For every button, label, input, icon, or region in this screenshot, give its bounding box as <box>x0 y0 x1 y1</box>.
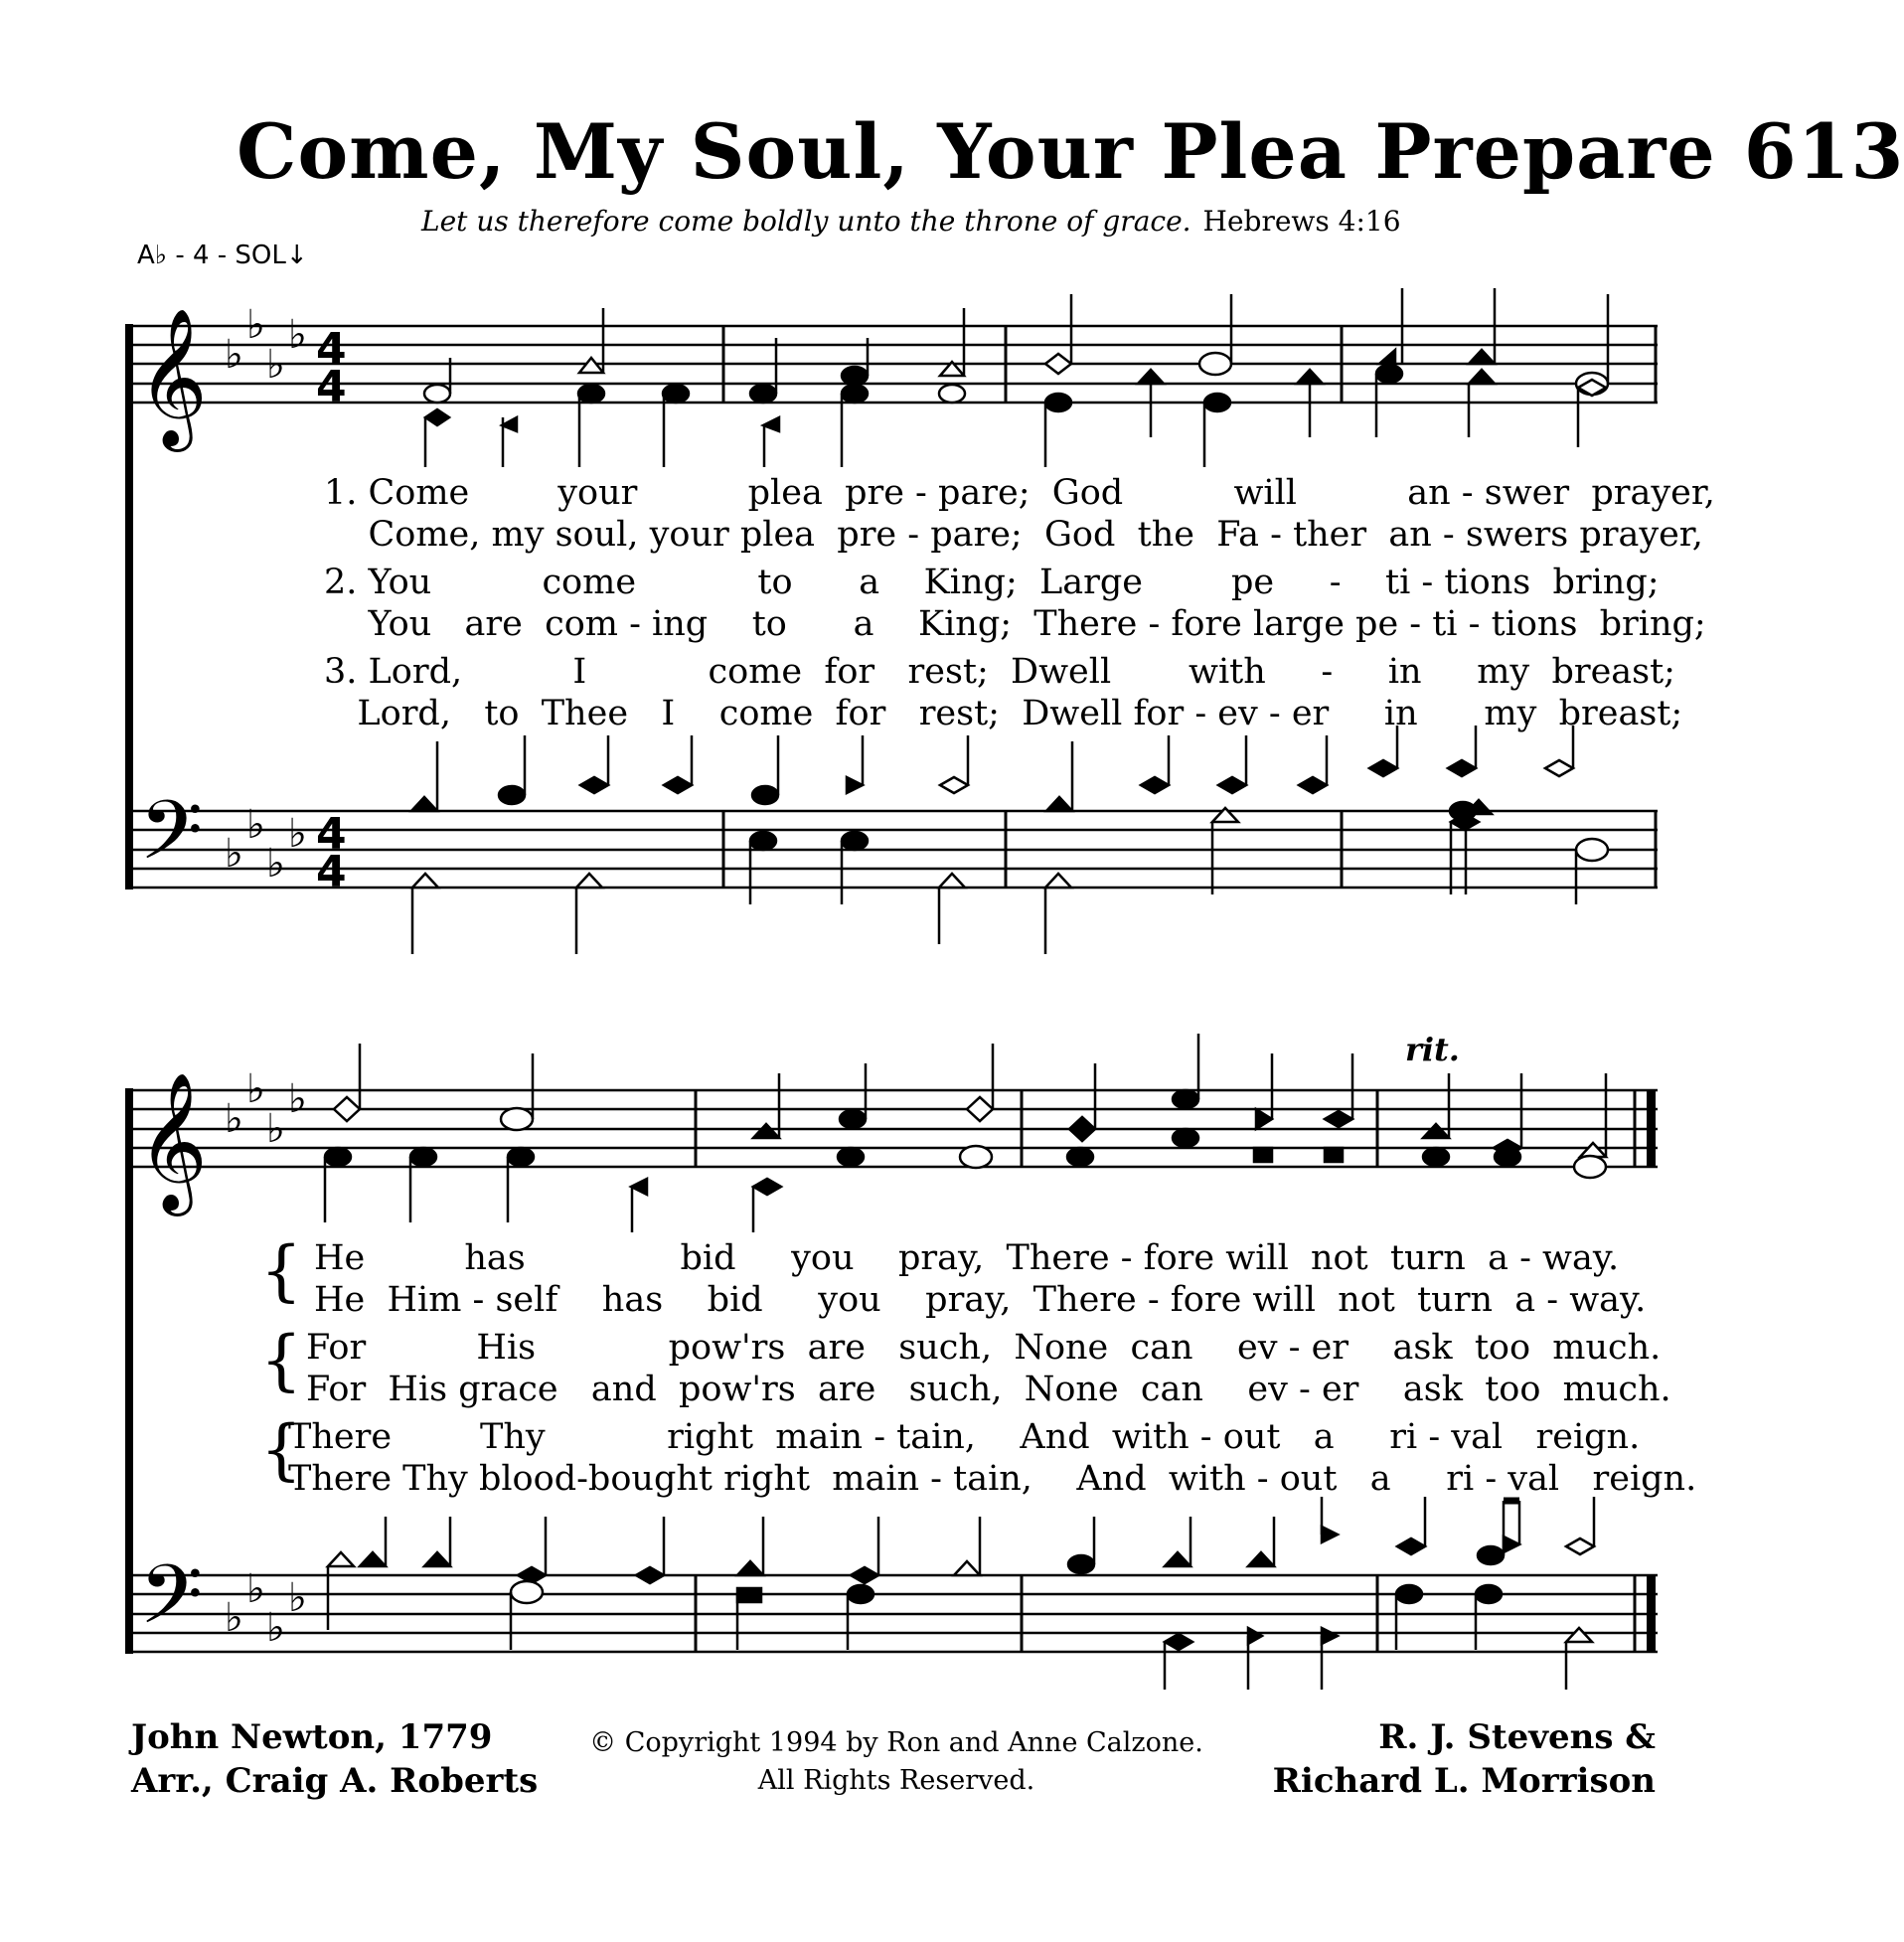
treble-clef-icon: 𝄞 <box>137 308 208 446</box>
note <box>328 1552 354 1630</box>
composer-line-2: Richard L. Morrison <box>1272 1761 1656 1801</box>
note <box>1423 1073 1449 1166</box>
note <box>940 735 968 793</box>
lyric-line-verse2-long: You are com - ing to a King; There - fore large pe - ti - tions bring; <box>324 604 1706 644</box>
note <box>1199 294 1231 467</box>
system-bracket <box>125 1088 133 1654</box>
note <box>1469 288 1495 437</box>
scripture-quote: Let us therefore come boldly unto the throne of grace. <box>421 205 1191 238</box>
lyric-line-verse1: 1. Come your plea pre - pare; God will an - swer prayer, <box>324 473 1715 513</box>
note <box>424 1517 450 1566</box>
note <box>1045 874 1071 954</box>
lyric-line-verse1: He has bid you pray, There - fore will not turn a - way. <box>314 1238 1620 1278</box>
brace-icon: { <box>260 1322 302 1398</box>
note <box>1045 294 1071 467</box>
arranger: Arr., Craig A. Roberts <box>131 1761 539 1801</box>
lyric-line-verse2: For His pow'rs are such, None can ev - er ask too much. <box>306 1328 1662 1368</box>
note <box>847 735 863 793</box>
note <box>631 1179 647 1232</box>
note <box>501 1053 534 1222</box>
svg-text:♭: ♭ <box>246 1066 265 1112</box>
note <box>636 1517 664 1583</box>
words-author: John Newton, 1779 <box>131 1717 493 1757</box>
note <box>1248 1517 1274 1690</box>
treble-clef-icon: 𝄞 <box>137 1072 208 1211</box>
rights-line: All Rights Reserved. <box>757 1765 1035 1796</box>
bass-clef-icon: 𝄢 <box>139 1546 204 1663</box>
note <box>580 735 608 793</box>
note <box>939 308 965 403</box>
brace-icon: { <box>260 1411 302 1488</box>
lyric-line-verse2-long: For His grace and pow'rs are such, None can ev - er ask too much. <box>306 1370 1671 1409</box>
svg-text:♭: ♭ <box>246 302 265 348</box>
svg-text:♭: ♭ <box>246 802 265 848</box>
note <box>838 1063 866 1166</box>
note <box>360 1517 386 1566</box>
lyric-line-verse1-long: Come, my soul, your plea pre - pare; God the Fa - ther an - swers prayer, <box>324 515 1703 555</box>
composer-line-1: R. J. Stevens & <box>1378 1717 1656 1757</box>
hymn-title: Come, My Soul, Your Plea Prepare <box>237 107 1716 196</box>
note <box>411 741 437 811</box>
svg-text:♭: ♭ <box>288 811 307 857</box>
lyric-line-verse3-long: There Thy blood-bought right main - tain, And with - out a ri - val reign. <box>288 1459 1697 1499</box>
note <box>960 1044 993 1168</box>
note <box>325 1044 360 1222</box>
system-bracket <box>125 324 133 890</box>
note <box>753 1073 781 1232</box>
svg-text:♭: ♭ <box>246 1566 265 1612</box>
note <box>954 1517 980 1575</box>
lyric-line-verse3-long: Lord, to Thee I come for rest; Dwell for - ev - er in my breast; <box>324 694 1683 733</box>
note <box>1067 1063 1095 1166</box>
scripture-reference: Hebrews 4:16 <box>1202 205 1401 238</box>
lyric-line-verse1-long: He Him - self has bid you pray, There - fore will not turn a - way. <box>314 1280 1647 1320</box>
note <box>578 308 604 467</box>
svg-text:♭: ♭ <box>288 312 307 358</box>
note <box>1068 1517 1094 1573</box>
note <box>1299 735 1327 793</box>
svg-text:♭: ♭ <box>225 1096 243 1142</box>
note <box>1325 1053 1352 1162</box>
note <box>502 417 517 467</box>
svg-text:♭: ♭ <box>266 342 285 388</box>
svg-text:♭: ♭ <box>225 332 243 378</box>
note <box>1212 808 1238 894</box>
note <box>1466 800 1492 894</box>
note <box>1576 294 1608 447</box>
note <box>576 874 602 954</box>
note <box>1141 735 1169 793</box>
svg-text:♭: ♭ <box>288 1076 307 1122</box>
lyric-line-verse2: 2. You come to a King; Large pe - ti - tions bring; <box>324 563 1660 602</box>
svg-text:♭: ♭ <box>288 1575 307 1621</box>
svg-text:♭: ♭ <box>225 1595 243 1641</box>
note <box>499 735 525 804</box>
svg-text:4: 4 <box>316 324 347 375</box>
final-barline <box>1647 1575 1656 1652</box>
final-barline <box>1647 1090 1656 1167</box>
note <box>410 1148 436 1222</box>
brace-icon: { <box>260 1232 302 1309</box>
note <box>412 874 438 954</box>
svg-text:♭: ♭ <box>225 831 243 877</box>
note <box>1494 1073 1521 1166</box>
svg-text:4: 4 <box>316 847 347 897</box>
copyright-line: © Copyright 1994 by Ron and Anne Calzone. <box>589 1727 1203 1758</box>
lyric-line-verse3: 3. Lord, I come for rest; Dwell with - in my breast; <box>324 652 1675 692</box>
note <box>1046 741 1072 811</box>
note <box>1576 839 1608 904</box>
svg-text:4: 4 <box>316 809 347 860</box>
note <box>1165 1517 1192 1690</box>
note <box>663 385 689 467</box>
svg-text:♭: ♭ <box>266 1106 285 1152</box>
note <box>752 735 778 804</box>
note <box>848 1517 878 1650</box>
lyric-line-verse3: There Thy right main - tain, And with - out a ri - val reign. <box>288 1417 1641 1457</box>
key-info: A♭ - 4 - SOL↓ <box>137 241 308 270</box>
svg-text:♭: ♭ <box>266 1605 285 1651</box>
hymn-number: 613 <box>1743 107 1904 196</box>
note <box>1396 1497 1425 1650</box>
note <box>1254 1053 1272 1162</box>
note <box>737 1517 763 1650</box>
note <box>424 358 450 467</box>
note <box>511 1517 546 1650</box>
svg-text:4: 4 <box>316 362 347 412</box>
note <box>664 735 692 793</box>
note <box>1218 735 1246 793</box>
ritardando-marking: rit. <box>1405 1031 1460 1068</box>
bass-clef-icon: 𝄢 <box>139 782 204 898</box>
note <box>939 874 965 944</box>
svg-text:♭: ♭ <box>266 841 285 887</box>
